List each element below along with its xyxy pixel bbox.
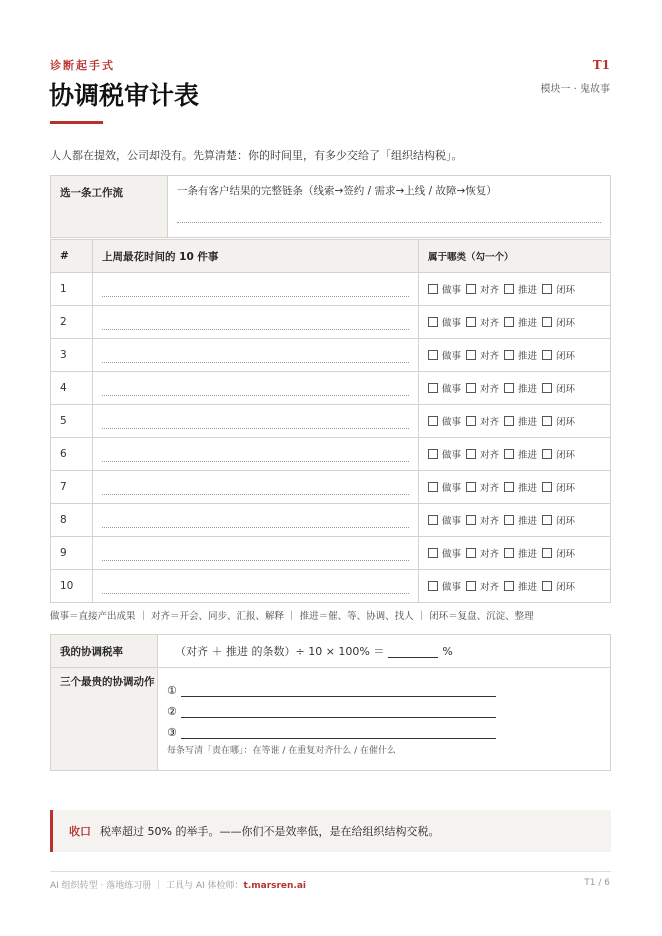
task-input-line[interactable] bbox=[102, 414, 409, 429]
option-label: 做事 bbox=[442, 483, 462, 494]
category-cell bbox=[419, 438, 611, 471]
checkbox[interactable] bbox=[466, 548, 476, 558]
page-title: 协调税审计表 bbox=[49, 81, 200, 110]
category-option[interactable] bbox=[542, 450, 575, 461]
option-label: 对齐 bbox=[480, 582, 500, 593]
table-row bbox=[51, 471, 611, 504]
task-cell[interactable] bbox=[93, 339, 419, 372]
table-row bbox=[51, 372, 611, 405]
category-option[interactable] bbox=[504, 285, 537, 296]
checkbox[interactable] bbox=[466, 449, 476, 459]
footer-text: AI 组织转型 · 落地练习册 ｜ 工具与 AI 体检师： bbox=[50, 881, 244, 891]
callout-text: 税率超过 50% 的举手。——你们不是效率低，是在给组织结构交税。 bbox=[100, 825, 440, 838]
workflow-cell[interactable] bbox=[168, 176, 611, 238]
workflow-table bbox=[50, 175, 611, 238]
task-cell[interactable] bbox=[93, 306, 419, 339]
row-number: 4 bbox=[51, 372, 93, 405]
category-option[interactable] bbox=[466, 549, 499, 560]
category-option[interactable] bbox=[466, 516, 499, 527]
option-label: 对齐 bbox=[480, 549, 500, 560]
category-option[interactable] bbox=[542, 318, 575, 329]
action-input-line[interactable] bbox=[181, 703, 496, 718]
task-cell[interactable] bbox=[93, 471, 419, 504]
category-option[interactable] bbox=[466, 450, 499, 461]
page-number: T1 / 6 bbox=[584, 878, 610, 888]
task-cell[interactable] bbox=[93, 570, 419, 603]
action-row bbox=[167, 697, 610, 718]
option-label: 做事 bbox=[442, 285, 462, 296]
category-option[interactable] bbox=[504, 549, 537, 560]
checkbox[interactable] bbox=[542, 284, 552, 294]
category-cell bbox=[419, 339, 611, 372]
category-option[interactable] bbox=[428, 549, 461, 560]
option-label: 做事 bbox=[442, 582, 462, 593]
actions-cell bbox=[158, 668, 611, 771]
option-label: 做事 bbox=[442, 318, 462, 329]
checkbox[interactable] bbox=[466, 383, 476, 393]
category-cell bbox=[419, 537, 611, 570]
checkbox[interactable] bbox=[504, 482, 514, 492]
table-row bbox=[51, 273, 611, 306]
category-cell bbox=[419, 471, 611, 504]
row-number: 8 bbox=[51, 504, 93, 537]
option-label: 推进 bbox=[518, 483, 538, 494]
table-row bbox=[51, 438, 611, 471]
category-option[interactable] bbox=[542, 516, 575, 527]
action-input-line[interactable] bbox=[181, 724, 496, 739]
table-row bbox=[51, 405, 611, 438]
task-input-line[interactable] bbox=[102, 282, 409, 297]
category-option[interactable] bbox=[466, 582, 499, 593]
checkbox[interactable] bbox=[428, 548, 438, 558]
task-input-line[interactable] bbox=[102, 348, 409, 363]
category-option[interactable] bbox=[428, 582, 461, 593]
option-label: 做事 bbox=[442, 384, 462, 395]
category-option[interactable] bbox=[542, 483, 575, 494]
option-label: 闭环 bbox=[556, 318, 576, 329]
option-label: 对齐 bbox=[480, 384, 500, 395]
checkbox[interactable] bbox=[542, 482, 552, 492]
checkbox[interactable] bbox=[428, 284, 438, 294]
actions-label: 三个最贵的协调动作 bbox=[51, 668, 158, 771]
category-option[interactable] bbox=[428, 450, 461, 461]
action-marker: ① bbox=[167, 684, 177, 697]
task-input-line[interactable] bbox=[102, 381, 409, 396]
action-marker: ② bbox=[167, 705, 177, 718]
intro-text: 人人都在提效，公司却没有。先算清楚：你的时间里，有多少交给了「组织结构税」。 bbox=[50, 149, 463, 162]
option-label: 对齐 bbox=[480, 483, 500, 494]
checkbox[interactable] bbox=[504, 284, 514, 294]
checkbox[interactable] bbox=[542, 416, 552, 426]
workflow-input-line[interactable] bbox=[177, 212, 601, 223]
category-option[interactable] bbox=[428, 483, 461, 494]
workflow-label: 选一条工作流 bbox=[51, 176, 168, 238]
module-label: 模块一 · 鬼故事 bbox=[540, 84, 610, 95]
option-label: 对齐 bbox=[480, 516, 500, 527]
rate-formula: （对齐 ＋ 推进 的条数）÷ 10 × 100% ＝ bbox=[175, 645, 385, 658]
option-label: 对齐 bbox=[480, 351, 500, 362]
checkbox[interactable] bbox=[466, 284, 476, 294]
actions-hint: 每条写清「责在哪」：在等谁 / 在重复对齐什么 / 在催什么 bbox=[167, 746, 397, 756]
category-option[interactable] bbox=[542, 351, 575, 362]
task-input-line[interactable] bbox=[102, 546, 409, 561]
col-header-category: 属于哪类（勾一个） bbox=[419, 240, 611, 273]
checkbox[interactable] bbox=[428, 383, 438, 393]
option-label: 闭环 bbox=[556, 450, 576, 461]
category-option[interactable] bbox=[428, 384, 461, 395]
checkbox[interactable] bbox=[504, 581, 514, 591]
category-cell bbox=[419, 372, 611, 405]
option-label: 闭环 bbox=[556, 582, 576, 593]
category-option[interactable] bbox=[504, 516, 537, 527]
category-option[interactable] bbox=[466, 285, 499, 296]
option-label: 闭环 bbox=[556, 285, 576, 296]
option-label: 闭环 bbox=[556, 549, 576, 560]
option-label: 闭环 bbox=[556, 351, 576, 362]
option-label: 对齐 bbox=[480, 450, 500, 461]
checkbox[interactable] bbox=[466, 482, 476, 492]
option-label: 对齐 bbox=[480, 318, 500, 329]
option-label: 做事 bbox=[442, 417, 462, 428]
checkbox[interactable] bbox=[466, 350, 476, 360]
checkbox[interactable] bbox=[504, 515, 514, 525]
task-cell[interactable] bbox=[93, 405, 419, 438]
checkbox[interactable] bbox=[504, 350, 514, 360]
row-number: 5 bbox=[51, 405, 93, 438]
option-label: 对齐 bbox=[480, 285, 500, 296]
section-code: T1 bbox=[592, 58, 610, 72]
checkbox[interactable] bbox=[542, 350, 552, 360]
rate-input-blank[interactable] bbox=[388, 646, 438, 658]
option-label: 做事 bbox=[442, 450, 462, 461]
checkbox[interactable] bbox=[542, 449, 552, 459]
task-input-line[interactable] bbox=[102, 447, 409, 462]
checkbox[interactable] bbox=[542, 581, 552, 591]
option-label: 做事 bbox=[442, 549, 462, 560]
checkbox[interactable] bbox=[504, 449, 514, 459]
category-option[interactable] bbox=[428, 285, 461, 296]
action-marker: ③ bbox=[167, 726, 177, 739]
task-cell[interactable] bbox=[93, 438, 419, 471]
option-label: 推进 bbox=[518, 549, 538, 560]
option-label: 闭环 bbox=[556, 417, 576, 428]
task-input-line[interactable] bbox=[102, 480, 409, 495]
option-label: 做事 bbox=[442, 516, 462, 527]
checkbox[interactable] bbox=[504, 548, 514, 558]
option-label: 推进 bbox=[518, 516, 538, 527]
checkbox[interactable] bbox=[466, 515, 476, 525]
option-label: 推进 bbox=[518, 450, 538, 461]
table-row bbox=[51, 306, 611, 339]
col-header-task: 上周最花时间的 10 件事 bbox=[93, 240, 419, 273]
category-option[interactable] bbox=[466, 351, 499, 362]
option-label: 推进 bbox=[518, 582, 538, 593]
category-option[interactable] bbox=[504, 384, 537, 395]
option-label: 闭环 bbox=[556, 516, 576, 527]
option-label: 闭环 bbox=[556, 384, 576, 395]
checkbox[interactable] bbox=[428, 350, 438, 360]
option-label: 推进 bbox=[518, 351, 538, 362]
checkbox[interactable] bbox=[542, 548, 552, 558]
category-option[interactable] bbox=[504, 351, 537, 362]
kicker-label: 诊断起手式 bbox=[50, 59, 115, 72]
callout-tag: 收口 bbox=[69, 825, 91, 838]
category-cell bbox=[419, 570, 611, 603]
table-row bbox=[51, 339, 611, 372]
category-option[interactable] bbox=[428, 516, 461, 527]
category-option[interactable] bbox=[428, 351, 461, 362]
category-legend: 做事＝直接产出成果 ｜ 对齐＝开会、同步、汇报、解释 ｜ 推进＝催、等、协调、找人 ｜ 闭环＝复盘、沉淀、整理 bbox=[50, 611, 534, 622]
option-label: 闭环 bbox=[556, 483, 576, 494]
row-number: 9 bbox=[51, 537, 93, 570]
action-row bbox=[167, 676, 610, 697]
table-row bbox=[51, 537, 611, 570]
tasks-table bbox=[50, 239, 611, 603]
rate-label: 我的协调税率 bbox=[51, 635, 158, 668]
checkbox[interactable] bbox=[428, 581, 438, 591]
checkbox[interactable] bbox=[504, 317, 514, 327]
option-label: 推进 bbox=[518, 417, 538, 428]
checkbox[interactable] bbox=[504, 383, 514, 393]
footer-rule bbox=[50, 871, 611, 872]
action-input-line[interactable] bbox=[181, 682, 496, 697]
option-label: 推进 bbox=[518, 384, 538, 395]
row-number: 7 bbox=[51, 471, 93, 504]
row-number: 1 bbox=[51, 273, 93, 306]
category-option[interactable] bbox=[428, 417, 461, 428]
row-number: 3 bbox=[51, 339, 93, 372]
workflow-description: 一条有客户结果的完整链条（线索→签约 / 需求→上线 / 故障→恢复） bbox=[177, 185, 497, 197]
row-number: 2 bbox=[51, 306, 93, 339]
category-cell bbox=[419, 273, 611, 306]
option-label: 推进 bbox=[518, 285, 538, 296]
option-label: 对齐 bbox=[480, 417, 500, 428]
category-option[interactable] bbox=[504, 483, 537, 494]
category-cell bbox=[419, 504, 611, 537]
checkbox[interactable] bbox=[542, 317, 552, 327]
task-cell[interactable] bbox=[93, 372, 419, 405]
category-option[interactable] bbox=[542, 417, 575, 428]
category-cell bbox=[419, 306, 611, 339]
task-cell[interactable] bbox=[93, 273, 419, 306]
task-input-line[interactable] bbox=[102, 513, 409, 528]
rate-unit: % bbox=[442, 645, 453, 658]
action-row bbox=[167, 718, 610, 739]
col-header-number: # bbox=[51, 240, 93, 273]
checkbox[interactable] bbox=[428, 317, 438, 327]
category-cell bbox=[419, 405, 611, 438]
footer bbox=[50, 878, 306, 891]
checkbox[interactable] bbox=[466, 581, 476, 591]
row-number: 10 bbox=[51, 570, 93, 603]
rate-table bbox=[50, 634, 611, 771]
category-option[interactable] bbox=[466, 318, 499, 329]
checkbox[interactable] bbox=[428, 482, 438, 492]
category-option[interactable] bbox=[542, 285, 575, 296]
task-cell[interactable] bbox=[93, 537, 419, 570]
category-option[interactable] bbox=[504, 417, 537, 428]
footer-link[interactable]: t.marsren.ai bbox=[243, 881, 307, 891]
category-option[interactable] bbox=[466, 483, 499, 494]
row-number: 6 bbox=[51, 438, 93, 471]
category-option[interactable] bbox=[504, 582, 537, 593]
category-option[interactable] bbox=[428, 318, 461, 329]
rate-formula-cell bbox=[158, 635, 611, 668]
category-option[interactable] bbox=[504, 450, 537, 461]
checkbox[interactable] bbox=[428, 449, 438, 459]
checkbox[interactable] bbox=[466, 416, 476, 426]
checkbox[interactable] bbox=[504, 416, 514, 426]
task-input-line[interactable] bbox=[102, 315, 409, 330]
closing-callout bbox=[50, 810, 611, 852]
table-row bbox=[51, 504, 611, 537]
checkbox[interactable] bbox=[542, 383, 552, 393]
category-option[interactable] bbox=[504, 318, 537, 329]
category-option[interactable] bbox=[466, 384, 499, 395]
category-option[interactable] bbox=[542, 549, 575, 560]
task-input-line[interactable] bbox=[102, 579, 409, 594]
checkbox[interactable] bbox=[428, 416, 438, 426]
table-row bbox=[51, 570, 611, 603]
category-option[interactable] bbox=[466, 417, 499, 428]
checkbox[interactable] bbox=[428, 515, 438, 525]
category-option[interactable] bbox=[542, 384, 575, 395]
checkbox[interactable] bbox=[542, 515, 552, 525]
category-option[interactable] bbox=[542, 582, 575, 593]
title-accent-rule bbox=[50, 121, 103, 124]
option-label: 推进 bbox=[518, 318, 538, 329]
checkbox[interactable] bbox=[466, 317, 476, 327]
option-label: 做事 bbox=[442, 351, 462, 362]
task-cell[interactable] bbox=[93, 504, 419, 537]
